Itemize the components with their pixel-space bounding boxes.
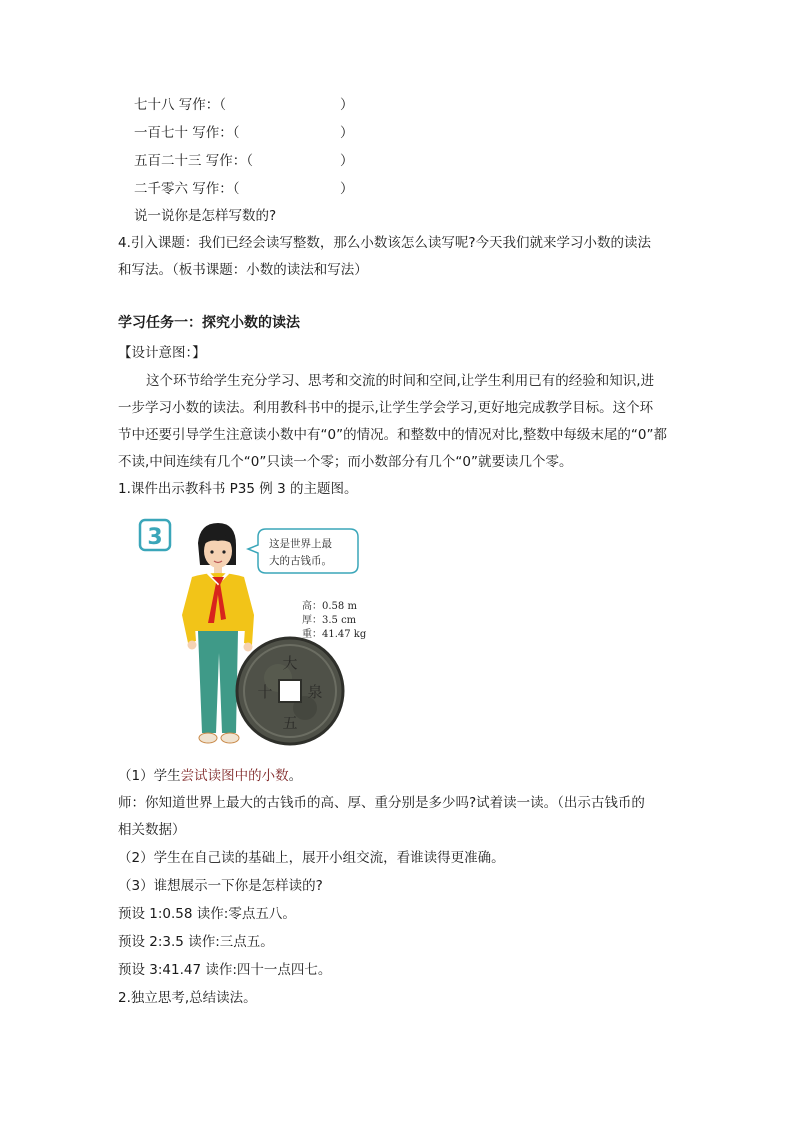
exercise-row — [134, 123, 354, 143]
sub-step-1-suffix: 。 — [288, 768, 303, 784]
coin-spec-thickness: 厚：3.5 cm — [302, 615, 357, 626]
exercise-write-label: 写作：（ — [192, 125, 240, 141]
sub-step-3: （3）谁想展示一下你是怎样读的? — [118, 878, 323, 894]
coin-char: 大 — [282, 654, 298, 672]
ancient-coin — [237, 638, 343, 744]
teacher-line-1: 师：你知道世界上最大的古钱币的高、厚、重分别是多少吗?试着读一读。（出示古钱币的 — [118, 795, 645, 811]
exercise-row — [134, 151, 354, 171]
sub-step-2: （2）学生在自己读的基础上，展开小组交流，看谁读得更准确。 — [118, 850, 505, 866]
exercise-number: 二千零六 — [134, 181, 188, 197]
exercise-close-paren: ） — [340, 181, 354, 197]
design-text-line: 节中还要引导学生注意读小数中有“0”的情况。和整数中的情况对比,整数中每级末尾的“0”都 — [118, 427, 667, 443]
exercise-close-paren: ） — [340, 153, 354, 169]
exercise-row — [134, 95, 354, 115]
coin-spec-weight: 重：41.47 kg — [302, 629, 367, 640]
speech-line: 这是世界上最 — [269, 538, 332, 550]
sub-step-1 — [118, 766, 302, 786]
sub-step-1-prefix: （1）学生 — [118, 768, 181, 784]
exercise-number: 一百七十 — [134, 125, 188, 141]
preset-item: 预设 2:3.5 读作:三点五。 — [118, 934, 274, 950]
coin-char: 十 — [257, 683, 273, 701]
coin-spec-height: 高：0.58 m — [302, 601, 357, 612]
teacher-line-2: 相关数据） — [118, 822, 186, 838]
design-text-line: 这个环节给学生充分学习、思考和交流的时间和空间,让学生利用已有的经验和知识,进 — [146, 373, 655, 389]
coin-char: 泉 — [307, 683, 323, 701]
exercise-write-label: 写作：（ — [192, 181, 240, 197]
sub-step-1-highlight: 尝试读图中的小数 — [180, 768, 289, 784]
design-text-line: 一步学习小数的读法。利用教科书中的提示,让学生学会学习,更好地完成教学目标。这个环 — [118, 400, 654, 416]
exercise-number: 五百二十三 — [134, 153, 202, 169]
exercise-close-paren: ） — [340, 125, 354, 141]
exercise-number: 七十八 — [134, 97, 175, 113]
intro-line-2: 和写法。（板书课题：小数的读法和写法） — [118, 262, 368, 278]
preset-item: 预设 3:41.47 读作:四十一点四七。 — [118, 962, 332, 978]
speech-bubble — [248, 529, 358, 573]
exercise-row — [134, 179, 354, 199]
design-text-line: 不读,中间连续有几个“0”只读一个零；而小数部分有几个“0”就要读几个零。 — [118, 454, 573, 470]
exercise-close-paren: ） — [340, 97, 354, 113]
example-illustration — [130, 513, 390, 758]
design-intent-label: 【设计意图：】 — [118, 345, 206, 361]
intro-line-1: 4.引入课题：我们已经会读写整数，那么小数该怎么读写呢?今天我们就来学习小数的读法 — [118, 235, 652, 251]
example-number: 3 — [147, 525, 163, 550]
step-2: 2.独立思考,总结读法。 — [118, 990, 257, 1006]
task-heading: 学习任务一：探究小数的读法 — [118, 315, 300, 331]
step-1: 1.课件出示教科书 P35 例 3 的主题图。 — [118, 481, 358, 497]
exercise-write-label: 写作：（ — [178, 97, 227, 113]
coin-char: 五 — [282, 714, 298, 732]
preset-item: 预设 1:0.58 读作:零点五八。 — [118, 906, 296, 922]
coin-square-hole — [279, 680, 301, 702]
speech-line: 大的古钱币。 — [269, 555, 332, 567]
write-prompt: 说一说你是怎样写数的? — [134, 208, 277, 224]
example-figure — [130, 513, 390, 758]
exercise-write-label: 写作：（ — [205, 153, 254, 169]
